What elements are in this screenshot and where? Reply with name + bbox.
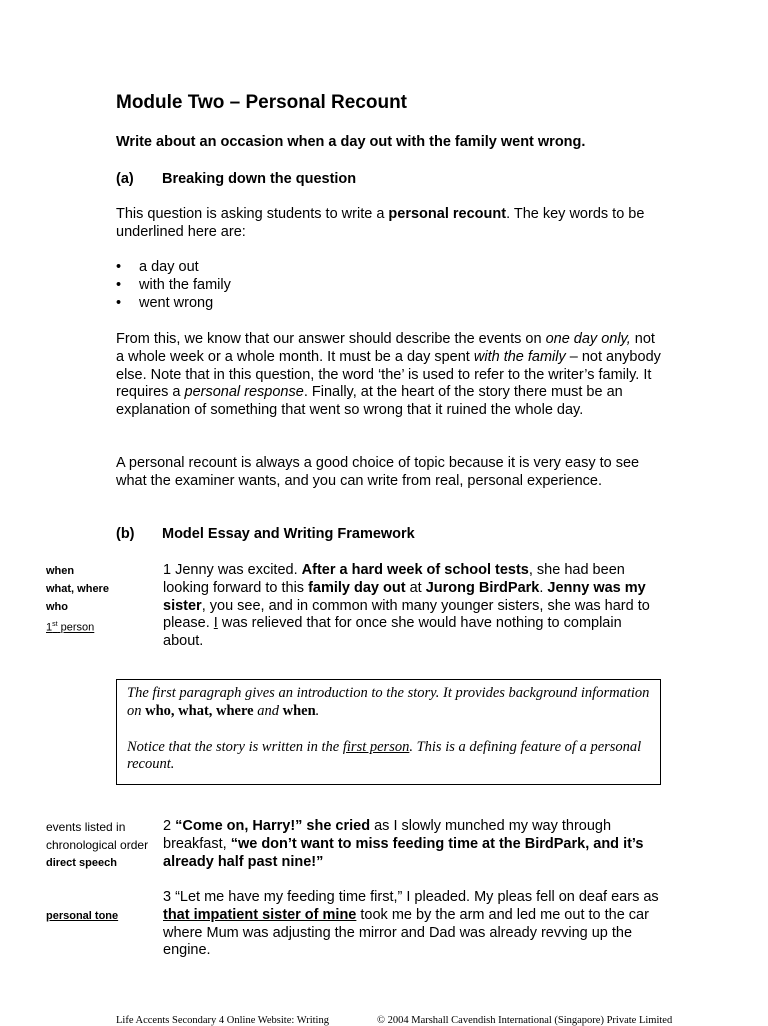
essay1-bold-3: Jurong BirdPark bbox=[425, 579, 540, 596]
note-text-5: . This is a defining feature of a personal recount. bbox=[127, 738, 642, 773]
essay-paragraph-1 bbox=[163, 562, 663, 651]
intro-paragraph bbox=[116, 206, 666, 242]
note-text-1: The first paragraph gives an introduction to the story. It provides background information on bbox=[127, 685, 650, 719]
margin-first-person-word: person bbox=[57, 621, 95, 634]
commentary-paragraph-1 bbox=[127, 685, 650, 721]
footer-left: Life Accents Secondary 4 Online Website: Writing bbox=[116, 1015, 329, 1026]
essay1-bold-4: Jenny was my sister bbox=[163, 579, 646, 614]
note-text-3: . bbox=[315, 702, 320, 719]
note-text-4: Notice that the story is written in the bbox=[127, 738, 343, 755]
page-title: Module Two – Personal Recount bbox=[116, 92, 408, 113]
list-item: • with the family bbox=[116, 277, 231, 295]
margin-first-suffix: st bbox=[52, 621, 58, 628]
essay3-text-1: 3 “Let me have my feeding time first,” I pleaded. My pleas fell on deaf ears as bbox=[163, 889, 659, 905]
section-b-label: (b) bbox=[116, 526, 135, 542]
para1-italic-2: with the family bbox=[473, 348, 566, 365]
margin-first-number: 1 bbox=[46, 621, 53, 634]
commentary-box bbox=[116, 679, 661, 785]
list-item: • a day out bbox=[116, 259, 231, 277]
essay-question: Write about an occasion when a day out with the family went wrong. bbox=[116, 134, 586, 150]
list-item: • went wrong bbox=[116, 295, 231, 313]
margin-note-what-where: what, where bbox=[46, 583, 109, 595]
margin-note-events: events listed in bbox=[46, 820, 126, 834]
essay-paragraph-2 bbox=[163, 818, 663, 871]
essay1-text-4: . bbox=[539, 579, 548, 596]
essay2-bold-1: “Come on, Harry!” she cried bbox=[175, 818, 371, 834]
note-bold-2: when bbox=[282, 702, 316, 719]
note-text-2: and bbox=[253, 702, 283, 719]
essay1-text-1: 1 Jenny was excited. bbox=[163, 562, 302, 578]
para1-text-1: From this, we know that our answer should describe the events on bbox=[116, 331, 546, 347]
para1-italic-1: one day only, bbox=[545, 331, 631, 347]
para1-text-2: not a whole week or a whole month. It must be a day spent bbox=[116, 331, 655, 365]
para1-italic-3: personal response bbox=[184, 384, 304, 401]
margin-note-who: who bbox=[46, 601, 68, 613]
essay1-bold-1: After a hard week of school tests bbox=[301, 562, 529, 578]
essay1-text-5: , you see, and in common with many younger sisters, she was hard to please. bbox=[163, 597, 650, 632]
margin-note-first-person bbox=[46, 616, 94, 637]
para1-text-4: . Finally, at the heart of the story there must be an explanation of something that went so wrong that it ruined the whole day. bbox=[116, 384, 623, 419]
explanation-paragraph bbox=[116, 331, 666, 420]
topic-choice-paragraph: A personal recount is always a good choice of topic because it is very easy to see what the examiner wants, and you can write from real, personal experience. bbox=[116, 455, 640, 489]
intro-text-2: . The key words to be underlined here are: bbox=[116, 206, 645, 240]
essay1-text-3: at bbox=[405, 579, 426, 596]
section-a-heading bbox=[116, 171, 516, 189]
margin-note-when: when bbox=[46, 565, 75, 577]
note-bold-1: who, what, where bbox=[145, 702, 254, 719]
key-words-list bbox=[116, 259, 231, 312]
essay3-bold-underline: that impatient sister of mine bbox=[163, 906, 357, 923]
essay1-underline-1: I bbox=[213, 615, 218, 632]
margin-note-chronological: chronological order bbox=[46, 838, 149, 852]
note-underline: first person bbox=[342, 738, 410, 755]
essay1-bold-2: family day out bbox=[308, 579, 406, 596]
para1-text-3: – not anybody else. Note that in this question, the word ‘the’ is used to refer to the writer’s family. It requires a bbox=[116, 348, 661, 401]
section-b-heading bbox=[116, 526, 516, 544]
section-b-title: Model Essay and Writing Framework bbox=[162, 526, 415, 542]
essay1-text-6: was relieved that for once she would have nothing to complain about. bbox=[163, 615, 622, 650]
essay1-text-2: , she had been looking forward to this bbox=[163, 562, 625, 596]
intro-bold: personal recount bbox=[388, 206, 507, 222]
section-a-label: (a) bbox=[116, 171, 134, 187]
footer-right: © 2004 Marshall Cavendish International (Singapore) Private Limited bbox=[377, 1015, 673, 1026]
commentary-paragraph-2 bbox=[127, 739, 650, 775]
essay2-bold-2: “we don’t want to miss feeding time at the BirdPark, and it’s already half past nine!” bbox=[163, 835, 644, 870]
margin-note-direct-speech: direct speech bbox=[46, 857, 117, 869]
essay2-text-2: as I slowly munched my way through breakfast, bbox=[163, 818, 612, 852]
intro-text-1: This question is asking students to write a bbox=[116, 206, 389, 222]
section-a-title: Breaking down the question bbox=[162, 171, 357, 187]
essay2-text-1: 2 bbox=[163, 818, 176, 834]
essay-paragraph-3 bbox=[163, 889, 663, 960]
essay3-text-2: took me by the arm and led me out to the car where Mum was adjusting the mirror and Dad was already revving up the engine. bbox=[163, 906, 649, 959]
margin-note-personal-tone: personal tone bbox=[46, 910, 119, 922]
